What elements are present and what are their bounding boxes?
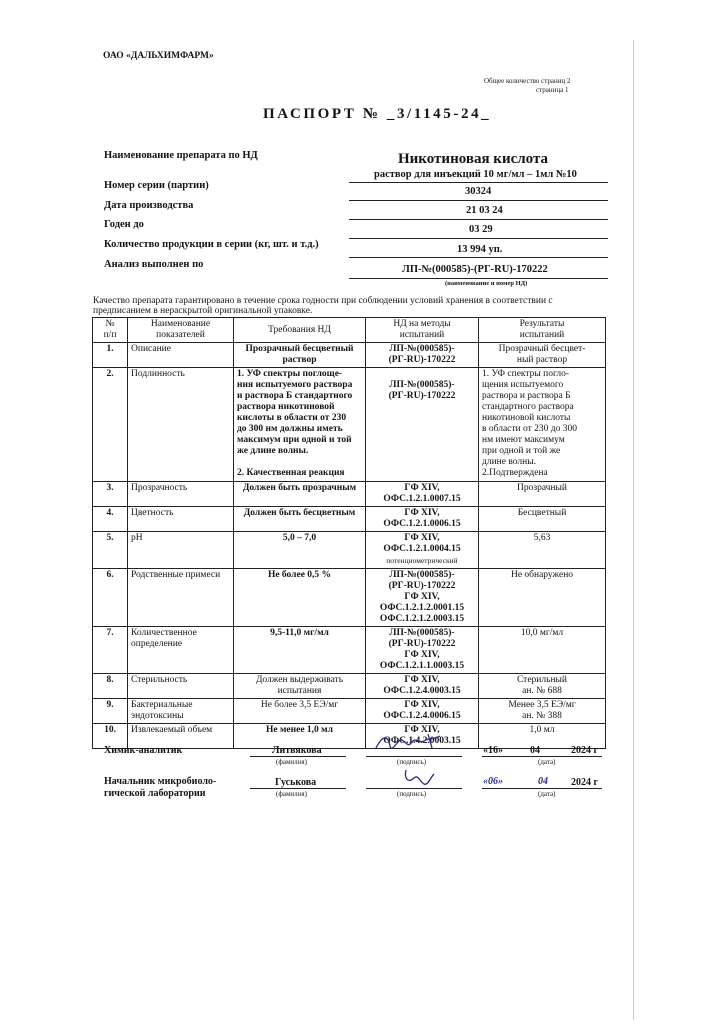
page-total: Общее количество страниц 2	[484, 77, 571, 85]
row-num: 4.	[93, 507, 128, 532]
analysis-note: (наименование и номер НД)	[445, 280, 528, 287]
row-name: pH	[128, 532, 234, 569]
row-num: 7.	[93, 627, 128, 674]
chemist-name: Литвякова	[272, 745, 322, 756]
analysis-label: Анализ выполнен по	[104, 259, 204, 270]
row-requirement: Не более 0,5 %	[234, 569, 366, 627]
surname-caption: (фамилия)	[276, 758, 307, 766]
quantity-label: Количество продукции в серии (кг, шт. и т.д.)	[104, 239, 319, 250]
series-label: Номер серии (партии)	[104, 180, 209, 191]
table-row	[93, 482, 606, 507]
underline	[349, 182, 608, 183]
row-requirement: Не более 3,5 ЕЭ/мг	[234, 699, 366, 724]
production-value: 21 03 24	[466, 205, 503, 216]
surname-caption: (фамилия)	[276, 790, 307, 798]
row-method: ЛП-№(000585)- (РГ-RU)-170222	[366, 343, 479, 368]
signature-caption: (подпись)	[397, 758, 427, 766]
header-methods: НД на методы испытаний	[366, 318, 479, 343]
table-row	[93, 674, 606, 699]
table-row	[93, 569, 606, 627]
row-method: ГФ XIV, ОФС.1.2.1.0007.15	[366, 482, 479, 507]
row-num: 5.	[93, 532, 128, 569]
row-num: 1.	[93, 343, 128, 368]
row-method: ЛП-№(000585)- (РГ-RU)-170222 ГФ XIV, ОФС.1.2.1.1.0003.15	[366, 627, 479, 674]
scan-edge	[633, 40, 634, 1020]
row-num: 10.	[93, 724, 128, 749]
head-role-line-2: гической лаборатории	[104, 788, 206, 799]
table-header-row	[93, 318, 606, 343]
chemist-month: 04	[530, 745, 540, 756]
chemist-role: Химик-аналитик	[104, 745, 183, 756]
date-caption: (дата)	[538, 790, 556, 798]
row-name: Бактериальные эндотоксины	[128, 699, 234, 724]
row-num: 6.	[93, 569, 128, 627]
passport-title: ПАСПОРТ № _3/1145-24_	[263, 106, 492, 122]
underline	[349, 200, 608, 201]
row-num: 8.	[93, 674, 128, 699]
row-method: ГФ XIV, ОФС.1.4.2.0003.15	[366, 724, 479, 749]
underline	[349, 257, 608, 258]
underline	[250, 756, 346, 757]
row-method: ЛП-№(000585)- (РГ-RU)-170222	[366, 368, 479, 482]
row-method: ЛП-№(000585)- (РГ-RU)-170222 ГФ XIV, ОФС.1.2.1.2.0001.15 ОФС.1.2.1.2.0003.15	[366, 569, 479, 627]
head-year: 2024 г	[571, 777, 599, 788]
table-row	[93, 532, 606, 569]
head-role-line-1: Начальник микробиоло-	[104, 776, 217, 787]
table-row	[93, 343, 606, 368]
row-result: 10,0 мг/мл	[479, 627, 606, 674]
expiry-value: 03 29	[469, 224, 493, 235]
drug-name: Никотиновая кислота	[398, 151, 549, 167]
drug-label: Наименование препарата по НД	[104, 150, 258, 161]
chemist-signature	[372, 728, 452, 758]
underline	[482, 756, 602, 757]
row-requirement: Прозрачный бесцветный раствор	[234, 343, 366, 368]
table-row	[93, 368, 606, 482]
row-requirement: Должен быть бесцветным	[234, 507, 366, 532]
row-method	[366, 532, 479, 569]
row-requirement: 5,0 – 7,0	[234, 532, 366, 569]
underline	[349, 238, 608, 239]
row-result: Прозрачный бесцвет- ный раствор	[479, 343, 606, 368]
row-name: Стерильность	[128, 674, 234, 699]
analysis-value: ЛП-№(000585)-(РГ-RU)-170222	[402, 264, 548, 275]
row-requirement: 9,5-11,0 мг/мл	[234, 627, 366, 674]
row-name: Прозрачность	[128, 482, 234, 507]
row-method: ГФ XIV, ОФС.1.2.1.0006.15	[366, 507, 479, 532]
row-method: ГФ XIV, ОФС.1.2.4.0006.15	[366, 699, 479, 724]
chemist-day: «16»	[483, 745, 503, 756]
table-row	[93, 507, 606, 532]
date-caption: (дата)	[538, 758, 556, 766]
row-requirement: 1. УФ спектры поглоще- ния испытуемого раствора и раствора Б стандартного раствора никотиновой кислоты в области от 230 до 300 нм должны иметь максимум при одной и той же длине волны. 2. Качественная реакция	[234, 368, 366, 482]
row-result: Прозрачный	[479, 482, 606, 507]
row-result: Стерильный ан. № 688	[479, 674, 606, 699]
chemist-year: 2024 г	[571, 745, 599, 756]
row-result: 5,63	[479, 532, 606, 569]
row-result: 1,0 мл	[479, 724, 606, 749]
row-requirement: Должен быть прозрачным	[234, 482, 366, 507]
row-result: Бесцветный	[479, 507, 606, 532]
row-name: Описание	[128, 343, 234, 368]
row-name: Цветность	[128, 507, 234, 532]
row-name: Извлекаемый объем	[128, 724, 234, 749]
header-results: Результаты испытаний	[479, 318, 606, 343]
row-name: Подлинность	[128, 368, 234, 482]
table-row	[93, 627, 606, 674]
row-result: 1. УФ спектры погло- щения испытуемого раствора и раствора Б стандартного раствора никотиновой кислоты в области от 230 до 300 нм имеют максимум при одной и той же длине волны. 2.Подтверждена	[479, 368, 606, 482]
page-current: страница 1	[536, 86, 569, 94]
drug-form: раствор для инъекций 10 мг/мл – 1мл №10	[374, 169, 577, 180]
head-month: 04	[538, 776, 548, 787]
quality-note: Качество препарата гарантировано в течение срока годности при соблюдении условий хранения в соответствии с предписанием в нераскрытой оригинальной упаковке.	[93, 296, 553, 316]
head-name: Гуськова	[275, 777, 317, 788]
expiry-label: Годен до	[104, 219, 144, 230]
underline	[349, 219, 608, 220]
row-result: Менее 3,5 ЕЭ/мг ан. № 388	[479, 699, 606, 724]
row-method: ГФ XIV, ОФС.1.2.4.0003.15	[366, 674, 479, 699]
underline	[482, 788, 602, 789]
underline	[349, 278, 608, 279]
quantity-value: 13 994 уп.	[457, 244, 503, 255]
row-num: 2.	[93, 368, 128, 482]
row-num: 3.	[93, 482, 128, 507]
head-day: «06»	[483, 776, 503, 787]
signature-caption: (подпись)	[397, 790, 427, 798]
method-note: потенциометрический	[386, 556, 458, 565]
series-value: 30324	[465, 186, 492, 197]
header-requirements: Требования НД	[234, 318, 366, 343]
row-name: Количественное определение	[128, 627, 234, 674]
quality-table	[92, 317, 606, 749]
row-requirement: Должен выдерживать испытания	[234, 674, 366, 699]
company-name: ОАО «ДАЛЬХИМФАРМ»	[103, 51, 214, 61]
underline	[250, 788, 346, 789]
table-row	[93, 699, 606, 724]
row-requirement: Не менее 1,0 мл	[234, 724, 366, 749]
header-num: № п/п	[93, 318, 128, 343]
head-signature	[400, 764, 440, 790]
row-method-text: ГФ XIV, ОФС.1.2.1.0004.15	[383, 533, 461, 554]
header-name: Наименование показателей	[128, 318, 234, 343]
row-name: Родственные примеси	[128, 569, 234, 627]
row-num: 9.	[93, 699, 128, 724]
row-result: Не обнаружено	[479, 569, 606, 627]
production-label: Дата производства	[104, 200, 194, 211]
